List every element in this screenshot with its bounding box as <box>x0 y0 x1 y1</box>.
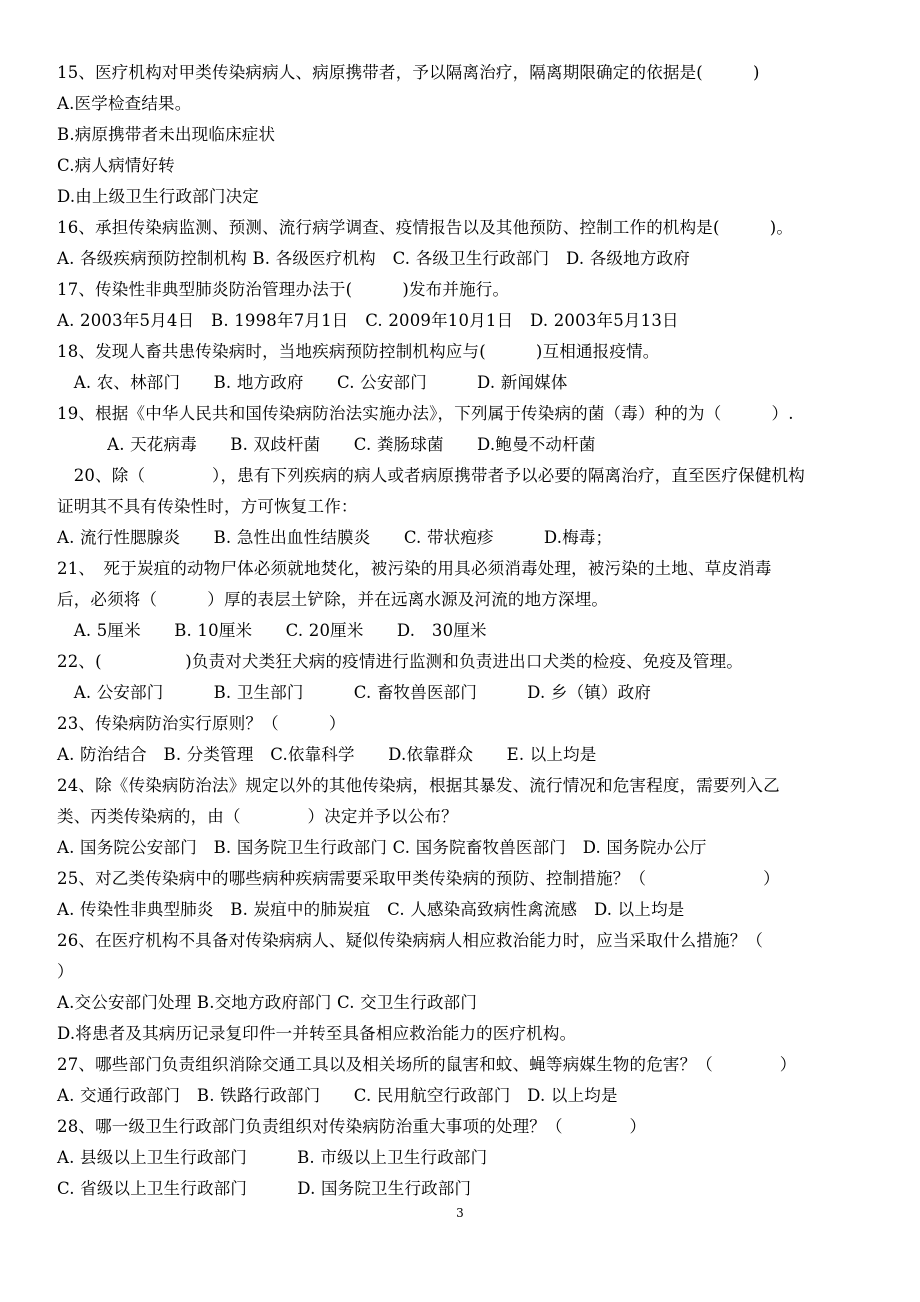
option-15d: D.由上级卫生行政部门决定 <box>57 187 259 206</box>
question-22: 22、( )负责对犬类狂犬病的疫情进行监测和负责进出口犬类的检疫、免疫及管理。 <box>57 652 743 671</box>
options-20: A. 流行性腮腺炎 B. 急性出血性结膜炎 C. 带状疱疹 D.梅毒； <box>57 528 613 547</box>
option-15a: A.医学检查结果。 <box>57 94 192 113</box>
option-26d: D.将患者及其病历记录复印件一并转至具备相应救治能力的医疗机构。 <box>57 1024 577 1043</box>
question-24: 24、除《传染病防治法》规定以外的其他传染病，根据其暴发、流行情况和危害程度，需要列入乙 <box>57 776 780 795</box>
question-21: 21、 死于炭疽的动物尸体必须就地焚化，被污染的用具必须消毒处理，被污染的土地、草皮消毒 <box>57 559 772 578</box>
question-27: 27、哪些部门负责组织消除交通工具以及相关场所的鼠害和蚊、蝇等病媒生物的危害？（ ） <box>57 1055 797 1074</box>
question-16: 16、承担传染病监测、预测、流行病学调查、疫情报告以及其他预防、控制工作的机构是( )。 <box>57 218 794 237</box>
options-19: A. 天花病毒 B. 双歧杆菌 C. 粪肠球菌 D.鲍曼不动杆菌 <box>57 435 596 454</box>
option-15b: B.病原携带者未出现临床症状 <box>57 125 276 144</box>
question-18: 18、发现人畜共患传染病时，当地疾病预防控制机构应与( )互相通报疫情。 <box>57 342 660 361</box>
options-28-ab: A. 县级以上卫生行政部门 B. 市级以上卫生行政部门 <box>57 1148 488 1167</box>
options-18: A. 农、林部门 B. 地方政府 C. 公安部门 D. 新闻媒体 <box>57 373 568 392</box>
question-23: 23、传染病防治实行原则？（ ） <box>57 714 346 733</box>
question-19: 19、根据《中华人民共和国传染病防治法实施办法》，下列属于传染病的菌（毒）种的为（ ）. <box>57 404 794 423</box>
options-22: A. 公安部门 B. 卫生部门 C. 畜牧兽医部门 D. 乡（镇）政府 <box>57 683 652 702</box>
options-21: A. 5厘米 B. 10厘米 C. 20厘米 D. 30厘米 <box>57 621 487 640</box>
question-20: 20、除（ ），患有下列疾病的病人或者病原携带者予以必要的隔离治疗，直至医疗保健机构 <box>57 466 805 485</box>
options-28-cd: C. 省级以上卫生行政部门 D. 国务院卫生行政部门 <box>57 1179 472 1198</box>
question-25: 25、对乙类传染病中的哪些病种疾病需要采取甲类传染病的预防、控制措施？（ ） <box>57 869 780 888</box>
question-26-cont: ） <box>57 962 74 981</box>
options-23: A. 防治结合 B. 分类管理 C.依靠科学 D.依靠群众 E. 以上均是 <box>57 745 597 764</box>
options-27: A. 交通行政部门 B. 铁路行政部门 C. 民用航空行政部门 D. 以上均是 <box>57 1086 618 1105</box>
options-17: A. 2003年5月4日 B. 1998年7月1日 C. 2009年10月1日 D. 2003年5月13日 <box>57 311 679 330</box>
options-16: A. 各级疾病预防控制机构 B. 各级医疗机构 C. 各级卫生行政部门 D. 各级地方政府 <box>57 249 690 268</box>
question-24-cont: 类、丙类传染病的，由（ ）决定并予以公布？ <box>57 807 458 826</box>
question-21-cont: 后，必须将（ ）厚的表层土铲除，并在远离水源及河流的地方深埋。 <box>57 590 609 609</box>
option-15c: C.病人病情好转 <box>57 156 175 175</box>
question-15: 15、医疗机构对甲类传染病病人、病原携带者，予以隔离治疗，隔离期限确定的依据是( ) <box>57 63 760 82</box>
options-24: A. 国务院公安部门 B. 国务院卫生行政部门 C. 国务院畜牧兽医部门 D. 国务院办公厅 <box>57 838 707 857</box>
options-26-abc: A.交公安部门处理 B.交地方政府部门 C. 交卫生行政部门 <box>57 993 478 1012</box>
page-number: 3 <box>456 1206 464 1220</box>
question-20-cont: 证明其不具有传染性时，方可恢复工作： <box>57 497 358 516</box>
options-25: A. 传染性非典型肺炎 B. 炭疽中的肺炭疽 C. 人感染高致病性禽流感 D. 以上均是 <box>57 900 685 919</box>
question-28: 28、哪一级卫生行政部门负责组织对传染病防治重大事项的处理？（ ） <box>57 1117 647 1136</box>
question-26: 26、在医疗机构不具备对传染病病人、疑似传染病病人相应救治能力时，应当采取什么措施？（ <box>57 931 764 950</box>
question-17: 17、传染性非典型肺炎防治管理办法于( )发布并施行。 <box>57 280 510 299</box>
